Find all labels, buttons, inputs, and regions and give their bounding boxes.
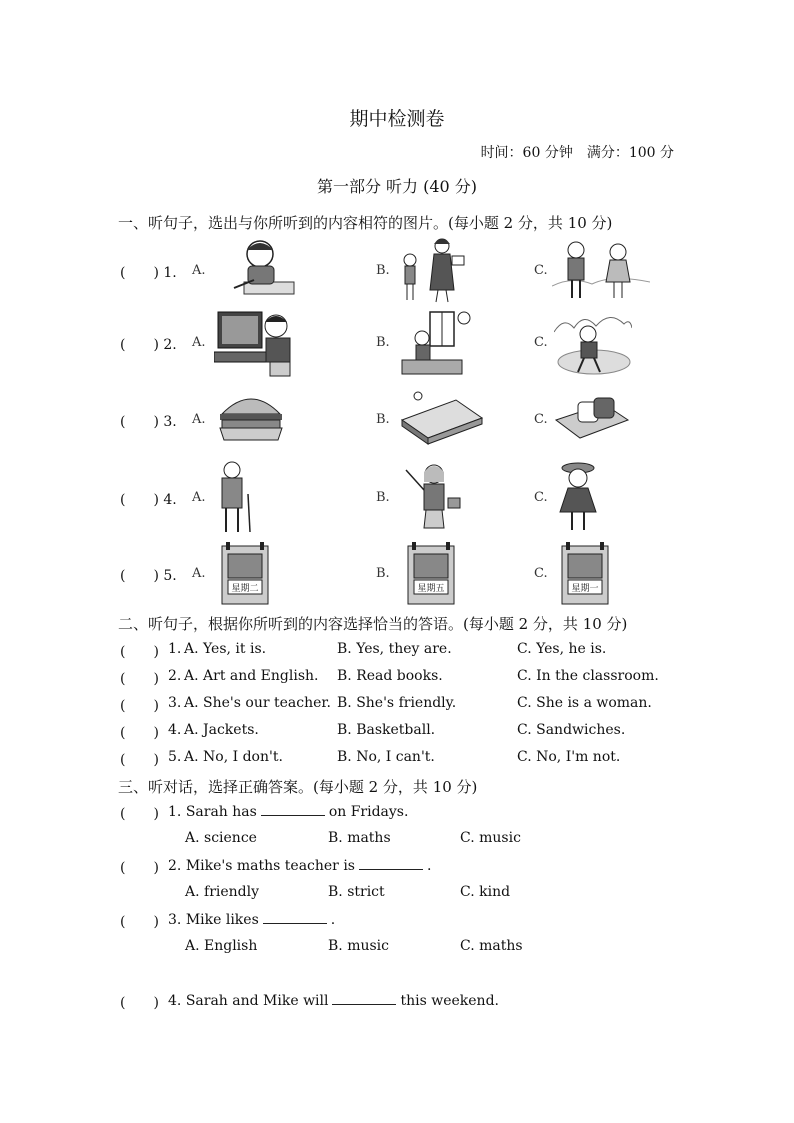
- s3-q1-post: on Fridays.: [328, 804, 409, 820]
- calendar-tuesday-image: [220, 540, 270, 606]
- s3-q2-post: .: [426, 858, 432, 874]
- s3-q2-a: A. friendly: [185, 884, 260, 900]
- s1-q2-a-label: A.: [192, 335, 206, 350]
- kid-playing-outdoors-image: [554, 308, 632, 378]
- s1-q1-b-label: B.: [376, 263, 390, 278]
- s1-q2-c-label: C.: [534, 335, 548, 350]
- s3-q1-paren[interactable]: ( ): [120, 806, 159, 822]
- s2-q1-num: 1.: [168, 641, 182, 657]
- s1-q4-a-label: A.: [192, 490, 206, 505]
- boy-writing-image: [214, 236, 300, 302]
- s1-q1-a-label: A.: [192, 263, 206, 278]
- girl-with-hat-image: [554, 460, 604, 536]
- s2-q3-paren[interactable]: ( ): [120, 698, 159, 714]
- boy-computer-image: [214, 308, 294, 378]
- two-kids-talking-image: [552, 236, 650, 302]
- calendar-friday-image: [406, 540, 456, 606]
- s3-q3-c: C. maths: [460, 938, 523, 954]
- s1-q4-prefix: ( ) 4.: [120, 492, 177, 508]
- s2-q4-b: B. Basketball.: [337, 722, 436, 738]
- s2-q1-c: C. Yes, he is.: [517, 641, 607, 657]
- page-title: 期中检测卷: [349, 108, 445, 130]
- s1-q3-b-label: B.: [376, 412, 390, 427]
- teacher-and-girl-image: [396, 236, 468, 304]
- s3-q3-num: 3.: [168, 912, 182, 928]
- old-man-image: [212, 460, 256, 536]
- s2-q1-a: A. Yes, it is.: [184, 641, 267, 657]
- s1-q3-prefix: ( ) 3.: [120, 414, 177, 430]
- hamburger-image: [216, 390, 286, 446]
- s2-q2-a: A. Art and English.: [184, 668, 319, 684]
- s2-q5-c: C. No, I'm not.: [517, 749, 621, 765]
- s1-q5-b-label: B.: [376, 566, 390, 581]
- s1-q3-c-label: C.: [534, 412, 548, 427]
- s1-q3-a-label: A.: [192, 412, 206, 427]
- s2-q4-num: 4.: [168, 722, 182, 738]
- calendar-c-text: 星期一: [571, 584, 599, 594]
- s1-q1-c-label: C.: [534, 263, 548, 278]
- s3-q3-pre: Mike likes: [185, 912, 259, 928]
- s3-q2-blank[interactable]: [359, 857, 423, 870]
- s1-q2-prefix: ( ) 2.: [120, 337, 177, 353]
- s1-q2-b-label: B.: [376, 335, 390, 350]
- s2-q5-b: B. No, I can't.: [337, 749, 435, 765]
- s2-q1-b: B. Yes, they are.: [337, 641, 452, 657]
- section1-heading: 一、听句子，选出与你所听到的内容相符的图片。(每小题 2 分，共 10 分): [118, 214, 613, 232]
- s3-q1-c: C. music: [460, 830, 521, 846]
- s2-q3-num: 3.: [168, 695, 182, 711]
- s2-q5-a: A. No, I don't.: [184, 749, 283, 765]
- s3-q4-stem: [168, 992, 499, 1009]
- s2-q4-a: A. Jackets.: [184, 722, 259, 738]
- s2-q5-paren[interactable]: ( ): [120, 752, 159, 768]
- part-title: 第一部分 听力 (40 分): [316, 177, 478, 196]
- s1-q5-c-label: C.: [534, 566, 548, 581]
- s1-q4-b-label: B.: [376, 490, 390, 505]
- s3-q4-paren[interactable]: ( ): [120, 995, 159, 1011]
- section2-heading: 二、听句子，根据你所听到的内容选择恰当的答语。(每小题 2 分，共 10 分): [118, 615, 628, 633]
- s3-q2-paren[interactable]: ( ): [120, 860, 159, 876]
- s3-q1-stem: [168, 803, 408, 820]
- s3-q1-b: B. maths: [328, 830, 391, 846]
- s3-q4-pre: Sarah and Mike will: [185, 993, 329, 1009]
- s2-q1-paren[interactable]: ( ): [120, 644, 159, 660]
- sandwich-image: [398, 390, 484, 446]
- s3-q4-blank[interactable]: [332, 992, 396, 1005]
- s3-q2-c: C. kind: [460, 884, 511, 900]
- s3-q3-stem: [168, 911, 335, 928]
- girl-at-window-image: [398, 308, 474, 378]
- s3-q1-pre: Sarah has: [185, 804, 257, 820]
- s3-q3-a: A. English: [185, 938, 258, 954]
- s2-q3-a: A. She's our teacher.: [184, 695, 331, 711]
- teacher-with-pointer-image: [404, 462, 464, 536]
- s3-q3-blank[interactable]: [263, 911, 327, 924]
- s3-q3-post: .: [330, 912, 336, 928]
- s3-q1-blank[interactable]: [261, 803, 325, 816]
- s1-q4-c-label: C.: [534, 490, 548, 505]
- s3-q2-b: B. strict: [328, 884, 385, 900]
- s2-q5-num: 5.: [168, 749, 182, 765]
- s3-q3-paren[interactable]: ( ): [120, 914, 159, 930]
- s1-q5-a-label: A.: [192, 566, 206, 581]
- s1-q5-prefix: ( ) 5.: [120, 568, 177, 584]
- calendar-monday-image: [560, 540, 610, 606]
- calendar-b-text: 星期五: [417, 584, 445, 594]
- s2-q3-c: C. She is a woman.: [517, 695, 652, 711]
- s1-q1-prefix: ( ) 1.: [120, 265, 177, 281]
- s2-q2-b: B. Read books.: [337, 668, 443, 684]
- s3-q2-pre: Mike's maths teacher is: [185, 858, 355, 874]
- s3-q1-a: A. science: [185, 830, 257, 846]
- s3-q2-num: 2.: [168, 858, 182, 874]
- s3-q1-num: 1.: [168, 804, 182, 820]
- s3-q4-post: this weekend.: [400, 993, 499, 1009]
- s3-q4-num: 4.: [168, 993, 182, 1009]
- bread-plate-image: [554, 390, 630, 444]
- s2-q4-paren[interactable]: ( ): [120, 725, 159, 741]
- s2-q2-num: 2.: [168, 668, 182, 684]
- section3-heading: 三、听对话，选择正确答案。(每小题 2 分，共 10 分): [118, 778, 478, 796]
- s2-q3-b: B. She's friendly.: [337, 695, 457, 711]
- calendar-a-text: 星期二: [231, 584, 259, 594]
- s2-q2-paren[interactable]: ( ): [120, 671, 159, 687]
- s2-q4-c: C. Sandwiches.: [517, 722, 626, 738]
- s2-q2-c: C. In the classroom.: [517, 668, 659, 684]
- s3-q2-stem: [168, 857, 431, 874]
- exam-meta: 时间：60 分钟 满分：100 分: [480, 145, 674, 161]
- s3-q3-b: B. music: [328, 938, 389, 954]
